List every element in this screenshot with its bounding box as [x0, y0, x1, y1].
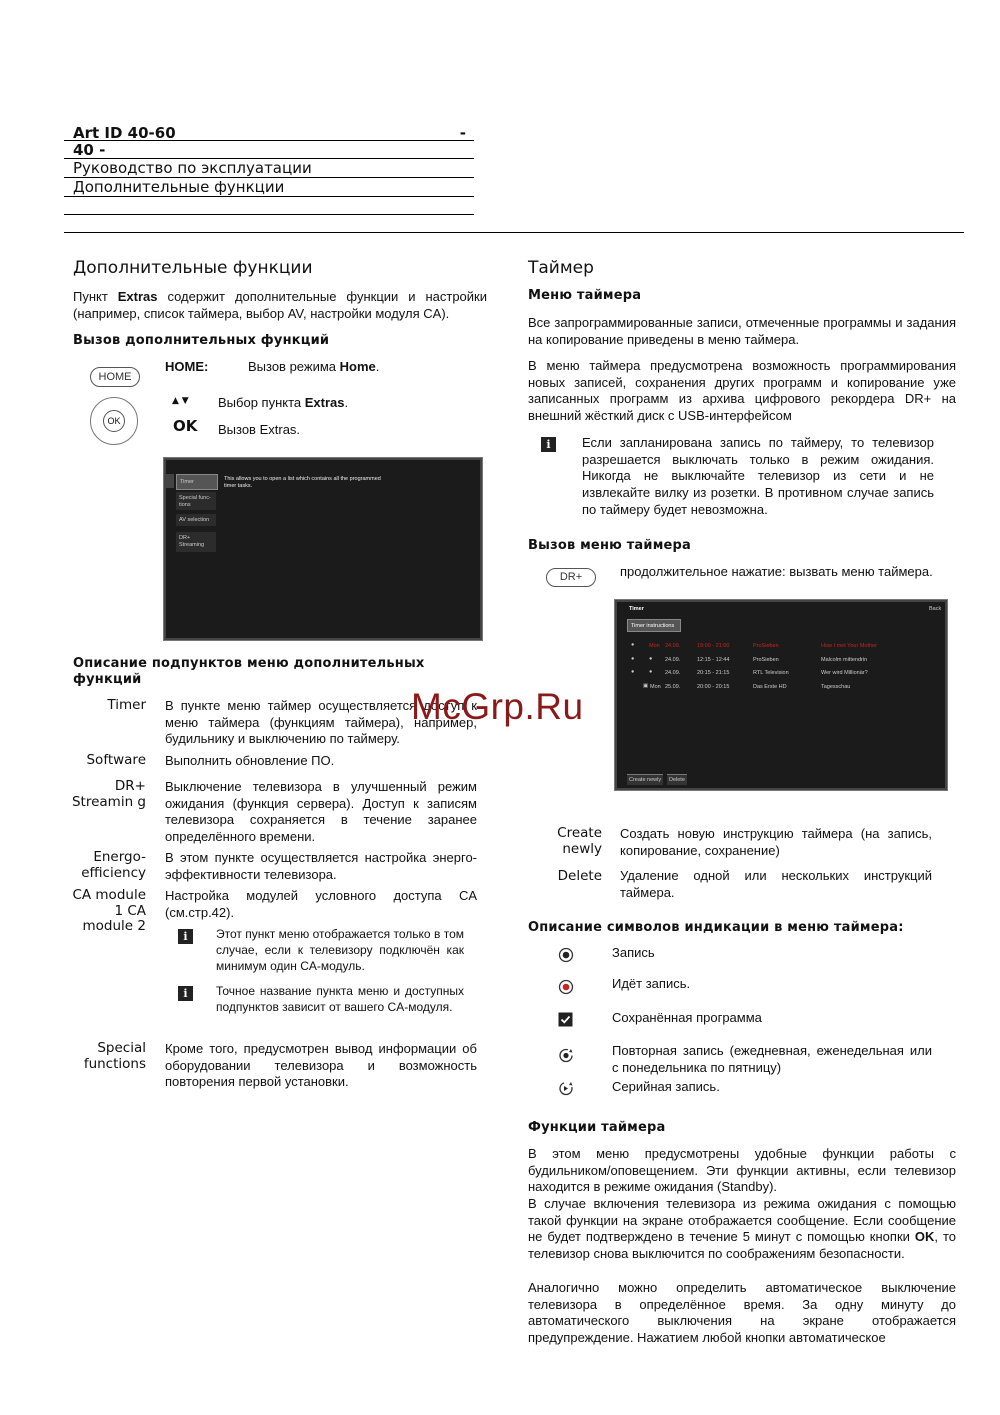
timer-screen-title: Timer	[629, 606, 644, 612]
symbols-heading: Описание символов индикации в меню таймера:	[528, 920, 904, 935]
select-extras: Выбор пункта Extras.	[218, 395, 349, 410]
home-desc: Вызов режима Home.	[248, 359, 380, 374]
symbol-text: Сохранённая программа	[612, 1010, 762, 1025]
ca-note-1: Этот пункт меню отображается только в том случае, если к телевизору подключён как минимум один CA-модуль.	[216, 927, 464, 973]
def-special: Кроме того, предусмотрен вывод информации об оборудовании телевизора и возможность повторения первой установки.	[165, 1041, 477, 1090]
timer-tab[interactable]: Timer instructions	[627, 619, 681, 632]
call-timer-heading: Вызов меню таймера	[528, 538, 692, 553]
term-timer: Timer	[107, 697, 146, 713]
ok-label: OK	[173, 417, 198, 435]
page-top-rule	[64, 232, 964, 233]
desc-heading: Описание подпунктов меню дополнительных функций	[73, 656, 425, 687]
term-special: Special functions	[83, 1040, 146, 1072]
term-energo: Energo-efficiency	[81, 849, 146, 881]
def-software: Выполнить обновление ПО.	[165, 753, 335, 768]
symbol-text: Серийная запись.	[612, 1079, 720, 1094]
extras-menu-item-dr[interactable]: DR+ Streaming	[176, 532, 216, 552]
ca-note-2: Точное название пункта меню и доступных подпунктов зависит от вашего CA-модуля.	[216, 984, 464, 1014]
header-line2: 40 -	[64, 141, 474, 159]
ok-desc: Вызов Extras.	[218, 422, 301, 437]
header-line1	[64, 124, 474, 141]
saved-check-icon	[558, 1012, 573, 1027]
functions-p3: Аналогично можно определить автоматическое выключение телевизора в определённое время. За одну минуту до автоматического выключения на экране отображается предупреждение. Нажатием любой кнопки автоматическое	[528, 1280, 956, 1346]
symbol-text: Идёт запись.	[612, 976, 691, 991]
dr-desc: продолжительное нажатие: вызвать меню таймера.	[620, 564, 933, 579]
timer-delete-button[interactable]: Delete	[667, 774, 687, 785]
left-title: Дополнительные функции	[73, 258, 313, 278]
term-delete: Delete	[557, 868, 602, 884]
info-icon: i	[178, 929, 193, 944]
timer-info: Если запланирована запись по таймеру, то телевизор разрешается выключать только в режим ожидания. Никогда не выключайте телевизор из сети и не извлекайте вилку из розетки. В противном случае запись по таймеру будет невозможна.	[582, 435, 934, 517]
extras-screen	[164, 458, 482, 640]
ok-button[interactable]: OK	[103, 410, 125, 432]
header-section: Дополнительные функции	[64, 178, 474, 197]
extras-menu-item-timer[interactable]: Timer	[176, 474, 218, 490]
functions-p2: В случае включения телевизора из режима ожидания с помощью такой функции на экране отображается сообщение. Если сообщение не будет подтверждено в течение 5 минут с помощью кнопки OK, то телевизор снова выключится по соображениям безопасности.	[528, 1196, 956, 1262]
watermark: McGrp.Ru	[411, 686, 584, 727]
timer-screen: Timer Back Timer instructions ● Mon 24.09. 19:00 - 21:00 ProSieben How I met Your Mother ● ● 24.09. 12:15 - 12:44 ProSieben Malcolm mittendrin ● ● 24.09. 20:15 - 21:15 RTL Television Wer wird Millionär? ▣ Mon 25.09. 20:00 - 20:15 Das Erste HD Tagesschau Create newly Delete	[615, 600, 947, 790]
header-art-id: Art ID 40-60	[73, 124, 176, 142]
def-delete: Удаление одной или нескольких инструкций таймера.	[620, 868, 932, 900]
timer-p1: Все запрограммированные записи, отмеченные программы и задания на копирование приведены в меню таймера.	[528, 315, 956, 347]
def-energo: В этом пункте осуществляется настройка энерго-эффективности телевизора.	[165, 850, 477, 882]
timer-create-newly-button[interactable]: Create newly	[627, 774, 663, 785]
def-create-newly: Создать новую инструкцию таймера (на запись, копирование, сохранение)	[620, 826, 932, 858]
record-icon	[558, 947, 574, 963]
extras-help-text: This allows you to open a list which contains all the programmed timer tasks.	[224, 476, 381, 489]
extras-menu-item-special[interactable]: Special func-tions	[176, 492, 216, 510]
menu-icon	[166, 474, 174, 488]
term-create-newly: Create newly	[557, 825, 602, 857]
extras-menu-item-av[interactable]: AV selection	[176, 514, 216, 526]
timer-menu-heading: Меню таймера	[528, 288, 642, 303]
header-manual: Руководство по эксплуатации	[64, 159, 474, 178]
def-ca-modules: Настройка модулей условного доступа CA (см.стр.42).	[165, 888, 477, 920]
timer-p2: В меню таймера предусмотрена возможность программирования новых записей, сохранения других программ и копирование уже записанных программ из архива цифрового рекордера DR+ на внешний жёсткий диск с USB-интерфейсом	[528, 358, 956, 424]
dr-plus-button[interactable]: DR+	[546, 568, 596, 587]
def-dr-streaming: Выключение телевизора в улучшенный режим ожидания (функция сервера). Доступ к записям телевизора сохраняется в течение заранее определённого времени.	[165, 779, 477, 845]
symbol-text: Повторная запись (ежедневная, еженедельная или с понедельника по пятницу)	[612, 1043, 932, 1075]
home-label: HOME:	[165, 359, 209, 374]
term-software: Software	[86, 752, 146, 768]
right-title: Таймер	[528, 258, 594, 278]
info-icon: i	[178, 986, 193, 1001]
home-button[interactable]: HOME	[90, 367, 140, 387]
nav-pad[interactable]	[90, 397, 138, 445]
repeat-record-icon	[558, 1047, 575, 1064]
def-timer: В пункте меню таймер осуществляется доступ к меню таймера (функциям таймера), например, будильнику и выключению по таймеру.	[165, 698, 477, 747]
timer-back[interactable]: Back	[929, 606, 942, 612]
functions-p1: В этом меню предусмотрены удобные функции работы с будильником/оповещением. Эти функции активны, если телевизор находится в режиме ожидания (Standby).	[528, 1146, 956, 1195]
series-record-icon	[558, 1080, 575, 1097]
symbol-text: Запись	[612, 945, 655, 960]
up-down-arrows-icon: ▲ ▼	[172, 396, 189, 406]
recording-now-icon	[558, 979, 574, 995]
term-ca-modules: CA module 1 CA module 2	[72, 887, 146, 934]
info-icon: i	[541, 437, 556, 452]
header-bottom-rule	[64, 214, 474, 215]
extras-intro: Пункт Extras содержит дополнительные функции и настройки (например, список таймера, выбор AV, настройки модуля CA).	[73, 289, 487, 321]
call-extras-heading: Вызов дополнительных функций	[73, 333, 330, 348]
term-dr-streaming: DR+ Streamin g	[71, 778, 146, 810]
header-dash: -	[459, 124, 466, 142]
timer-functions-heading: Функции таймера	[528, 1120, 666, 1135]
